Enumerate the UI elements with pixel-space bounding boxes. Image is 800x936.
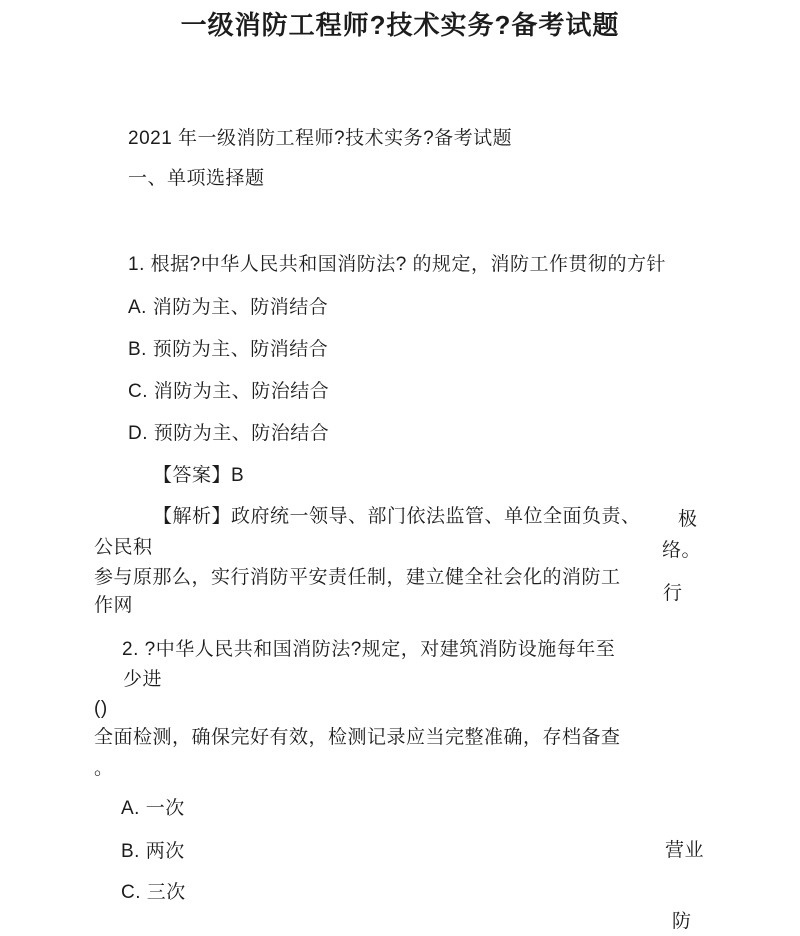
margin-fragment: 极 <box>678 509 698 530</box>
q1-option-b: B. 预防为主、防消结合 <box>128 339 329 360</box>
q2-option-a: A. 一次 <box>121 798 185 819</box>
q1-option-d: D. 预防为主、防治结合 <box>128 423 330 444</box>
q1-option-a: A. 消防为主、防消结合 <box>128 297 329 318</box>
doc-subtitle: 2021 年一级消防工程师?技术实务?备考试题 <box>128 128 513 149</box>
q1-analysis-line-2: 公民积 <box>94 537 153 558</box>
q2-stem-line-1: 2. ?中华人民共和国消防法?规定，对建筑消防设施每年至 <box>122 639 616 660</box>
q2-stem-line-2: 少进 <box>123 669 163 690</box>
margin-fragment: 络。 <box>662 540 702 561</box>
section-heading: 一、单项选择题 <box>128 168 265 189</box>
margin-fragment: 防 <box>672 911 692 932</box>
q1-option-c: C. 消防为主、防治结合 <box>128 381 330 402</box>
q1-stem: 1. 根据?中华人民共和国消防法? 的规定，消防工作贯彻的方针 <box>128 254 667 275</box>
q2-option-b: B. 两次 <box>121 841 185 862</box>
margin-fragment: 营业 <box>665 840 705 861</box>
q2-stem-line-4: 全面检测，确保完好有效，检测记录应当完整准确，存档备查 <box>94 727 621 748</box>
q1-answer: 【答案】B <box>153 465 245 486</box>
q1-analysis-line-3: 参与原那么，实行消防平安责任制，建立健全社会化的消防工 <box>94 567 621 588</box>
q2-stem-line-3: () <box>94 698 108 719</box>
q1-analysis-line-4: 作网 <box>94 595 134 616</box>
doc-title: 一级消防工程师?技术实务?备考试题 <box>180 10 620 40</box>
q2-stem-line-5: 。 <box>94 758 114 779</box>
q1-analysis-line-1: 【解析】政府统一领导、部门依法监管、单位全面负责、 <box>153 506 641 527</box>
q2-option-c: C. 三次 <box>121 882 186 903</box>
margin-fragment: 行 <box>663 583 683 604</box>
